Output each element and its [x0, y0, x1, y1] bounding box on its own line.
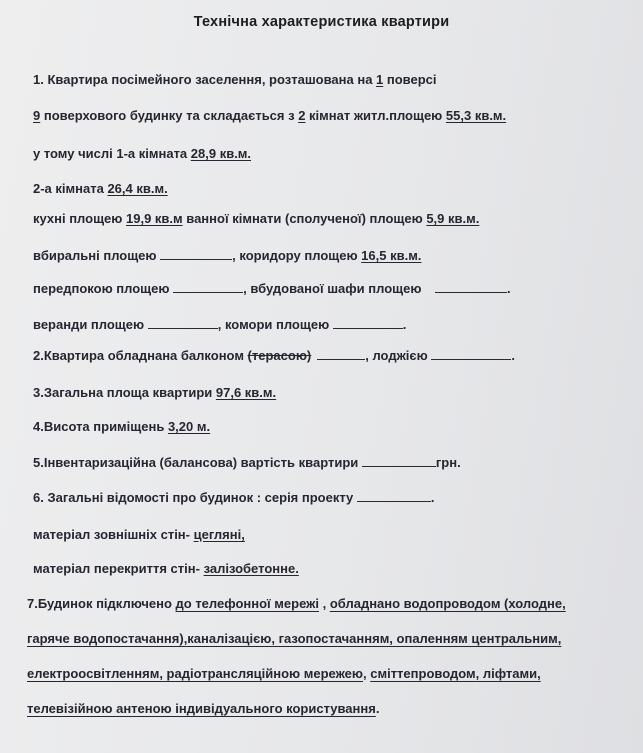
line-17 — [27, 631, 561, 646]
text: 1. Квартира посімейного заселення, розташована на — [33, 72, 377, 87]
line-9 — [33, 348, 515, 363]
line-6 — [33, 248, 421, 263]
text: . — [511, 348, 515, 363]
text: . — [402, 317, 407, 332]
floor-value: 1 — [376, 72, 384, 87]
text: , — [363, 666, 371, 681]
text: матеріал зовнішніх стін- — [33, 527, 194, 542]
document-title: Технічна характеристика квартири — [193, 14, 450, 30]
text: 2-а кімната — [33, 181, 108, 196]
rooms-count-value: 2 — [298, 108, 306, 123]
blank-field — [362, 456, 436, 467]
blank-field — [160, 249, 232, 260]
water-underlined: обладнано водопроводом (холодне, — [329, 596, 566, 611]
text: . — [430, 490, 435, 505]
height-value: 3,20 м. — [167, 419, 211, 434]
tv-antenna-underlined: телевізійною антеною індивідуального користування — [27, 701, 376, 716]
text: матеріал перекриття стін- — [33, 561, 204, 576]
text: поверсі — [383, 72, 437, 87]
text: веранди площею — [33, 317, 148, 332]
blank-field — [173, 282, 243, 293]
terrace-crossed-out: (терасою) — [247, 348, 312, 363]
text: поверхового будинку та складається з — [40, 108, 299, 123]
blank-field — [357, 491, 431, 502]
text: . — [375, 701, 380, 716]
living-area-value: 55,3 кв.м. — [445, 108, 507, 123]
kitchen-area-value: 19,9 кв.м — [126, 211, 183, 226]
line-5 — [33, 211, 479, 226]
line-16 — [27, 596, 566, 611]
line-14 — [33, 527, 245, 542]
line-18 — [27, 666, 541, 681]
blank-field — [148, 318, 218, 329]
total-area-value: 97,6 кв.м. — [215, 385, 277, 400]
text: кімнат житл.площею — [305, 108, 446, 123]
text: , комори площею — [217, 317, 333, 332]
text: грн. — [435, 455, 461, 470]
room-2-area-value: 26,4 кв.м. — [107, 181, 168, 196]
elevators-underlined: , ліфтами, — [475, 666, 541, 681]
line-4 — [33, 181, 168, 196]
corridor-area-value: 16,5 кв.м. — [361, 248, 422, 263]
text: 6. Загальні відомості про будинок : серія проекту — [33, 490, 357, 505]
text: 2.Квартира обладнана балконом — [33, 348, 248, 363]
line-10 — [33, 385, 276, 400]
telephone-underlined: до телефонної мережі — [175, 596, 319, 611]
text: . — [507, 281, 511, 296]
text: , вбудованої шафи площею — [243, 281, 426, 296]
text: у тому числі 1-а кімната — [33, 146, 191, 161]
text: , лоджією — [365, 348, 432, 363]
electricity-underlined: електроосвітленням, — [27, 666, 167, 681]
text: вбиральні площею — [33, 248, 161, 263]
text: передпокою площею — [33, 281, 174, 296]
line-7 — [33, 281, 511, 296]
line-15 — [33, 561, 299, 576]
text: 5.Інвентаризаційна (балансова) вартість квартири — [33, 455, 362, 470]
line-19 — [27, 701, 379, 716]
utilities-underlined: гаряче водопостачання),каналізацією, газопостачанням, опаленням центральним, — [27, 631, 562, 646]
text: , коридору площею — [232, 248, 362, 263]
garbage-chute-crossed-out: сміттепроводом — [370, 666, 476, 681]
text: 7.Будинок підключено — [27, 596, 176, 611]
blank-field — [435, 282, 507, 293]
line-2 — [33, 108, 506, 123]
building-floors-value: 9 — [33, 108, 41, 123]
line-8 — [33, 317, 406, 332]
text: ванної кімнати (сполученої) площею — [182, 211, 427, 226]
text: 4.Висота приміщень — [33, 419, 168, 434]
line-12 — [33, 455, 461, 470]
text: , — [318, 596, 330, 611]
blank-field — [317, 349, 365, 360]
line-1 — [33, 72, 437, 87]
line-3 — [33, 146, 251, 161]
blank-field — [431, 349, 511, 360]
wall-material-value: цегляні, — [193, 527, 245, 542]
text: 3.Загальна площа квартири — [33, 385, 216, 400]
line-13 — [33, 490, 435, 505]
floor-material-value: залізобетонне. — [203, 561, 299, 576]
bathroom-area-value: 5,9 кв.м. — [426, 211, 480, 226]
text: кухні площею — [33, 211, 126, 226]
blank-field — [333, 318, 403, 329]
radio-crossed-out: радіотрансляційною мережею — [166, 666, 363, 681]
room-1-area-value: 28,9 кв.м. — [190, 146, 252, 161]
line-11 — [33, 419, 210, 434]
